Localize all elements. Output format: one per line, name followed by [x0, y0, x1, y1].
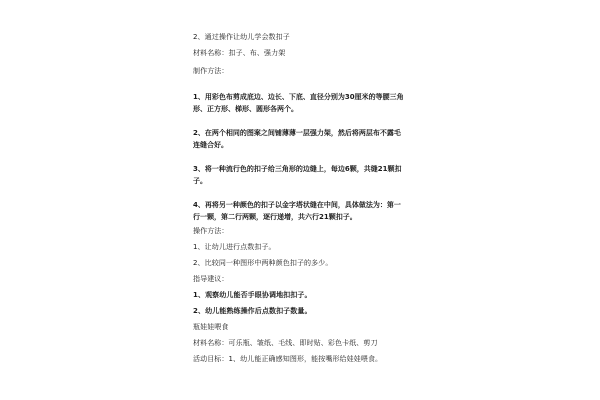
- guidance-2: 2、幼儿能熟练操作后点数扣子数量。: [193, 307, 312, 315]
- activity-goal: 活动目标：1、幼儿能正确感知图形，能按嘴形给娃娃喂食。: [193, 355, 383, 363]
- operation-title: 操作方法：: [193, 227, 229, 235]
- step-4-line-1: 4、再将另一种颜色的扣子以金字塔状缝在中间，具体做法为：第一: [193, 201, 401, 209]
- step-3-line-1: 3、将一种流行色的扣子给三角形的边缝上，每边6颗，共缝21颗扣: [193, 165, 402, 173]
- heading-item-2: 2、通过操作让幼儿学会数扣子: [193, 33, 290, 41]
- materials-line: 材料名称：扣子、布、强力架: [193, 49, 286, 57]
- step-2-line-1: 2、在两个相同的图案之间铺薄薄一层强力架，然后将两层布不露毛: [193, 129, 401, 137]
- step-1-line-1: 1、用彩色布剪成底边、边长、下底、直径分别为30厘米的等腰三角: [193, 93, 404, 101]
- method-title: 制作方法：: [193, 67, 229, 75]
- section-title: 瓶娃娃喂食: [193, 323, 229, 331]
- operation-2: 2、比较同一种图形中两种颜色扣子的多少。: [193, 259, 333, 267]
- step-3: [193, 163, 413, 187]
- step-4: [193, 199, 413, 223]
- materials-line-2: 材料名称：可乐瓶、皱纸、毛线、即时贴、彩色卡纸、剪刀: [193, 339, 378, 347]
- guidance-title: 指导建议：: [193, 275, 229, 283]
- step-2: [193, 127, 413, 151]
- step-1-line-2: 形、正方形、梯形、圆形各两个。: [193, 105, 298, 113]
- step-4-line-2: 行一颗，第二行两颗，逐行递增，共六行21颗扣子。: [193, 213, 357, 221]
- step-3-line-2: 子。: [193, 177, 207, 185]
- guidance-1: 1、观察幼儿能否手眼协调地扣扣子。: [193, 291, 312, 299]
- operation-1: 1、让幼儿进行点数扣子。: [193, 243, 276, 251]
- step-2-line-2: 连缝合好。: [193, 141, 228, 149]
- step-1: [193, 91, 413, 115]
